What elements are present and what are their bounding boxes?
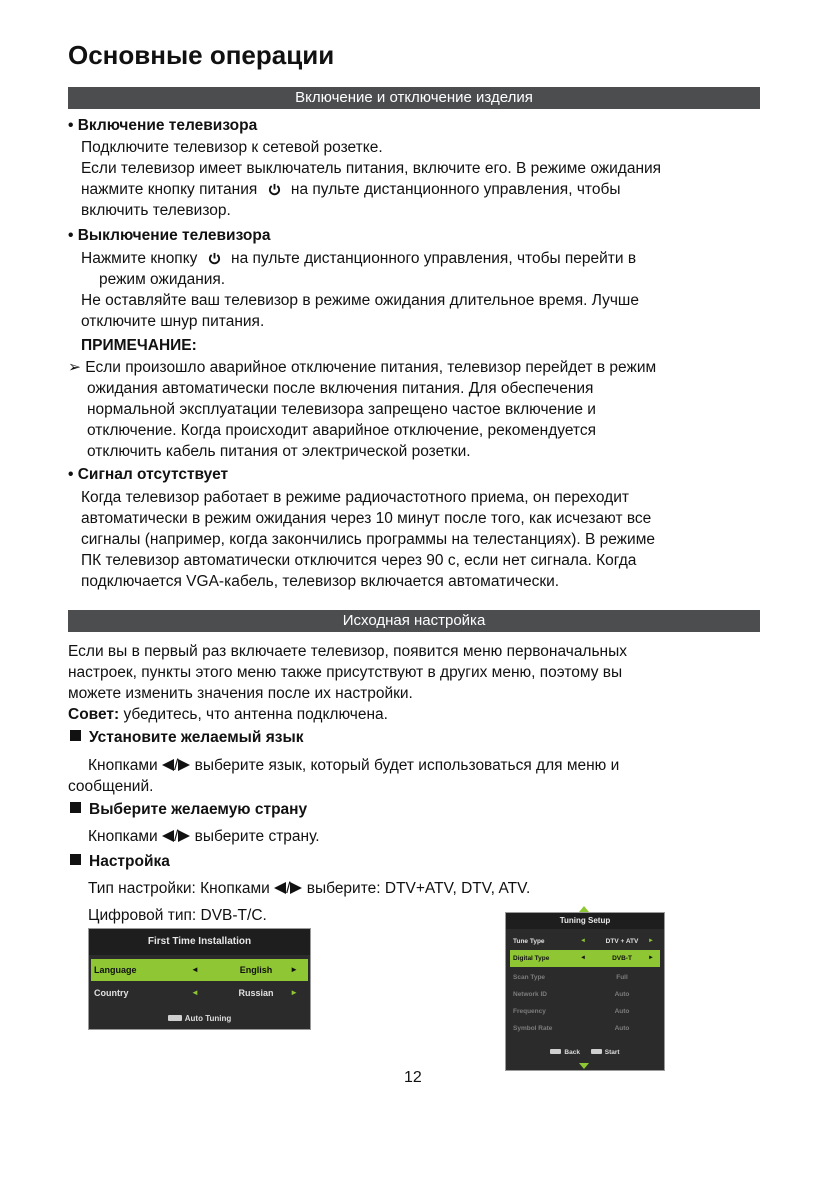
right-arrow-icon [178, 759, 190, 771]
scroll-down-icon [579, 1063, 589, 1069]
text-line: сигналы (например, когда закончились программы на телестанциях). В режиме [81, 531, 655, 548]
right-arrow-icon [178, 830, 190, 842]
row-label: Digital Type [513, 955, 550, 962]
text-line: Не оставляйте ваш телевизор в режиме ожидания длительное время. Лучше [81, 292, 639, 309]
text-line [81, 248, 636, 269]
menu-row-scan-type[interactable] [510, 969, 660, 986]
page-number: 12 [404, 1069, 422, 1086]
slash: / [173, 757, 179, 774]
left-arrow-icon: ◄ [580, 955, 586, 961]
row-label: Frequency [513, 1008, 546, 1015]
menu-key-icon [550, 1049, 561, 1054]
text-line: нормальной эксплуатации телевизора запрещено частое включение и [87, 401, 596, 418]
text-line: ➢ Если произошло аварийное отключение питания, телевизор перейдет в режим [68, 359, 657, 376]
square-bullet-icon [70, 730, 81, 741]
row-value: Auto [614, 1025, 630, 1032]
menu-row-country[interactable] [91, 982, 308, 1004]
left-arrow-icon: ◄ [580, 938, 586, 944]
text-line: режим ожидания. [99, 271, 226, 288]
menu-key-icon [168, 1015, 182, 1021]
heading-text: Выберите желаемую страну [89, 801, 308, 818]
square-bullet-icon [70, 802, 81, 813]
row-value: Auto [614, 1008, 630, 1015]
row-label: Symbol Rate [513, 1025, 553, 1032]
text-fragment: выберите: DTV+ATV, DTV, ATV. [306, 880, 531, 897]
page-title: Основные операции [68, 40, 335, 70]
left-arrow-icon [162, 759, 174, 771]
footer-label: Auto Tuning [184, 1014, 232, 1023]
text-fragment: Кнопками [88, 757, 158, 774]
row-label: Network ID [513, 991, 547, 998]
tuning-setup-screen [505, 912, 665, 1071]
text-fragment: выберите страну. [194, 828, 320, 845]
heading-power-on: • Включение телевизора [68, 117, 258, 134]
screen-footer [506, 1049, 664, 1056]
row-label: Country [94, 988, 129, 998]
section-header-initial-setup: Исходная настройка [68, 610, 760, 632]
left-arrow-icon [162, 830, 174, 842]
row-value: Full [616, 974, 628, 981]
right-arrow-icon: ► [648, 938, 654, 944]
row-value: Auto [614, 991, 630, 998]
row-value: English [239, 965, 273, 975]
tip-text: убедитесь, что антенна подключена. [119, 706, 388, 723]
text-fragment: Кнопками [88, 828, 158, 845]
menu-row-language[interactable] [91, 959, 308, 981]
row-label: Tune Type [513, 938, 545, 945]
note-heading: ПРИМЕЧАНИЕ: [81, 337, 197, 354]
right-arrow-icon: ► [290, 965, 298, 974]
ok-key-icon [591, 1049, 602, 1054]
row-value: DTV + ATV [605, 938, 639, 945]
text-line: ПК телевизор автоматически отключится через 90 с, если нет сигнала. Когда [81, 552, 637, 569]
right-arrow-icon: ► [648, 955, 654, 961]
text-fragment: нажмите кнопку питания [81, 181, 258, 198]
footer-back-label: Back [564, 1049, 580, 1056]
slash: / [286, 880, 291, 897]
screen-footer [89, 1014, 310, 1023]
heading-no-signal: • Сигнал отсутствует [68, 466, 229, 483]
tip-label: Совет: [68, 706, 120, 723]
text-line: включить телевизор. [81, 202, 231, 219]
text-line: настроек, пункты этого меню также присутствуют в других меню, поэтому вы [68, 664, 623, 681]
text-line: Подключите телевизор к сетевой розетке. [81, 139, 383, 156]
text-line [88, 878, 530, 899]
left-arrow-icon: ◄ [191, 965, 199, 974]
left-arrow-icon: ◄ [191, 988, 199, 997]
text-line: можете изменить значения после их настройки. [68, 685, 413, 702]
tip-line [68, 704, 388, 725]
text-line: отключение. Когда происходит аварийное отключение, рекомендуется [87, 422, 596, 439]
power-icon [208, 252, 221, 265]
heading-text: Настройка [89, 853, 170, 870]
right-arrow-icon: ► [290, 988, 298, 997]
left-arrow-icon [274, 882, 286, 894]
screen-title: Tuning Setup [506, 913, 664, 929]
text-line: сообщений. [68, 778, 154, 795]
menu-row-network-id[interactable] [510, 986, 660, 1003]
slash: / [173, 828, 179, 845]
right-arrow-icon [290, 882, 302, 894]
menu-row-tune-type[interactable] [510, 933, 660, 950]
text-line: Когда телевизор работает в режиме радиочастотного приема, он переходит [81, 489, 629, 506]
row-label: Language [94, 965, 137, 975]
power-icon [268, 183, 281, 196]
scroll-up-icon [579, 906, 589, 912]
text-line: ожидания автоматически после включения питания. Для обеспечения [87, 380, 594, 397]
row-value: Russian [238, 988, 274, 998]
text-line: отключить кабель питания от электрической розетки. [87, 443, 471, 460]
text-fragment: на пульте дистанционного управления, чтобы перейти в [231, 250, 637, 267]
menu-row-digital-type[interactable] [510, 950, 660, 967]
menu-row-symbol-rate[interactable] [510, 1020, 660, 1037]
square-bullet-icon [70, 854, 81, 865]
first-time-installation-screen [88, 928, 311, 1030]
text-fragment: Нажмите кнопку [81, 250, 198, 267]
text-line [88, 826, 320, 847]
text-line: автоматически в режим ожидания через 10 минут после того, как исчезают все [81, 510, 652, 527]
heading-power-off: • Выключение телевизора [68, 227, 271, 244]
heading-text: Установите желаемый язык [89, 729, 304, 746]
text-line: подключается VGA-кабель, телевизор включается автоматически. [81, 573, 560, 590]
heading-country [70, 801, 307, 819]
text-line: отключите шнур питания. [81, 313, 265, 330]
text-fragment: выберите язык, который будет использоваться для меню и [194, 757, 620, 774]
footer-start-label: Start [604, 1049, 620, 1056]
text-fragment: на пульте дистанционного управления, чтобы [290, 181, 621, 198]
row-label: Scan Type [513, 974, 546, 981]
heading-tuning [70, 853, 170, 871]
text-line: Если вы в первый раз включаете телевизор, появится меню первоначальных [68, 643, 628, 660]
text-fragment: Тип настройки: Кнопками [88, 880, 270, 897]
screen-title: First Time Installation [89, 929, 310, 955]
text-line: Цифровой тип: DVB-T/C. [88, 907, 267, 924]
section-header-power: Включение и отключение изделия [68, 87, 760, 109]
heading-language [70, 729, 303, 747]
menu-row-frequency[interactable] [510, 1003, 660, 1020]
row-value: DVB-T [612, 955, 632, 962]
text-line [88, 755, 619, 776]
text-line: Если телевизор имеет выключатель питания, включите его. В режиме ожидания [81, 160, 662, 177]
text-line [81, 179, 620, 200]
